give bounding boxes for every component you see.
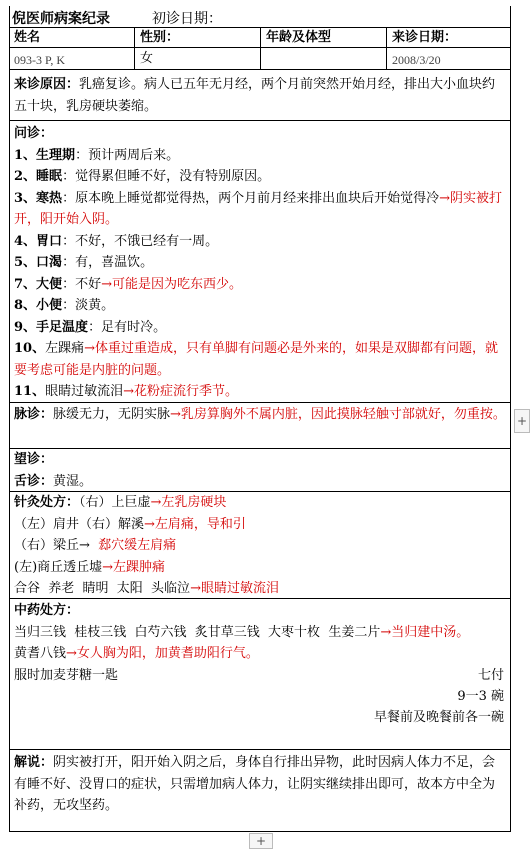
inquiry-item: 7、大便：不好→可能是因为吃东西少。 <box>14 276 242 292</box>
inquiry-item: 3、寒热：原本晚上睡觉都觉得热，两个月前月经来排出血块后开始觉得冷→阴实被打开，阳开始入阴。 <box>14 190 502 227</box>
visit-date: 2008/3/20 <box>392 53 441 67</box>
herbal-timing: 早餐前及晚餐前各一碗 <box>373 710 504 725</box>
header-row <box>9 6 511 28</box>
inquiry-item: 11、眼睛过敏流泪→花粉症流行季节。 <box>14 384 239 399</box>
pulse-section <box>9 403 511 449</box>
tongue-text: 黄湿。 <box>53 473 93 489</box>
chief-complaint-section <box>9 70 511 121</box>
inquiry-section <box>9 121 511 403</box>
acupuncture-line: (左)商丘透丘墟→左踝肿痛 <box>14 559 166 575</box>
row-add-handle[interactable]: + <box>514 409 530 433</box>
explanation-section <box>9 750 511 832</box>
tongue-label: 舌诊： <box>14 473 54 489</box>
record-title: 倪医师病案纪录 <box>12 11 110 27</box>
herbal-formula: 当归三钱 桂枝三钱 白芍六钱 炙甘草三钱 大枣十枚 生姜二片→当归建中汤。 <box>14 624 470 640</box>
patient-sex: 女 <box>135 48 261 69</box>
herbal-addition: 黄耆八钱→女人胸为阳，加黄耆助阳行气。 <box>14 646 259 661</box>
acupuncture-line: （右）梁丘→ 郄穴缓左肩痛 <box>14 538 177 553</box>
tongue-line <box>14 471 506 493</box>
observation-label: 望诊： <box>14 452 54 467</box>
column-add-handle[interactable]: + <box>249 833 273 849</box>
acupuncture-section <box>9 492 511 599</box>
inquiry-item: 1、生理期：预计两周后来。 <box>14 147 180 163</box>
chief-complaint-label: 来诊原因： <box>14 77 80 92</box>
pulse-note: →乳房算胸外不属内脏，因此摸脉轻触寸部就好，勿重按。 <box>170 407 506 422</box>
inquiry-item: 9、手足温度：足有时冷。 <box>14 319 167 335</box>
name-header: 姓名 <box>9 28 135 47</box>
acupuncture-line: 合谷 养老 睛明 太阳 头临泣→眼睛过敏流泪 <box>14 581 279 596</box>
inquiry-label: 问诊： <box>14 126 54 141</box>
herbal-bowls: 9一3 碗 <box>457 688 504 704</box>
chief-complaint-text: 乳癌复诊。病人已五年无月经，两个月前突然开始月经，排出大小血块约五十块，乳房硬块萎缩。 <box>14 77 496 114</box>
first-visit-label: 初诊日期： <box>152 11 222 27</box>
inquiry-item: 2、睡眠：觉得累但睡不好，没有特别原因。 <box>14 169 271 184</box>
patient-age <box>261 48 387 69</box>
date-header: 来诊日期： <box>392 30 458 45</box>
acupuncture-label: 针灸处方： <box>14 495 80 510</box>
info-header-row <box>9 28 511 48</box>
patient-id: 093-3 P, K <box>9 48 135 69</box>
pulse-label: 脉诊： <box>14 407 54 422</box>
pulse-text: 脉缓无力，无阴实脉 <box>53 407 171 422</box>
herbal-instruction: 服时加麦芽糖一匙 <box>14 667 119 683</box>
herbal-doses: 七付 <box>477 667 504 683</box>
herbal-section <box>9 599 511 750</box>
sex-header: 性别： <box>135 28 261 47</box>
herbal-label: 中药处方： <box>14 603 80 618</box>
info-values-row <box>9 48 511 70</box>
acupuncture-line: （左）肩井（右）解溪→左肩痛，导和引 <box>14 516 246 532</box>
observation-section <box>9 449 511 492</box>
herbal-dose-line <box>14 665 506 686</box>
explanation-label: 解说： <box>14 755 54 770</box>
inquiry-item: 5、口渴：有，喜温饮。 <box>14 255 154 270</box>
age-header: 年龄及体型 <box>261 28 387 47</box>
inquiry-item: 8、小便：淡黄。 <box>14 298 115 313</box>
explanation-text: 阴实被打开，阳开始入阴之后，身体自行排出异物，此时因病人体力不足，会有睡不好、没胃口的症状，只需增加病人体力，让阴实继续排出即可，故本方中全为补药，无攻坚药。 <box>14 755 496 813</box>
acupuncture-line-1: 针灸处方：（右）上巨虚→左乳房硬块 <box>14 495 227 510</box>
inquiry-item: 10、左踝痛→体重过重造成，只有单脚有问题必是外来的，如果是双脚都有问题，就要考虑可能是内脏的问题。 <box>14 341 499 378</box>
inquiry-item: 4、胃口：不好，不饿已经有一周。 <box>14 233 219 249</box>
